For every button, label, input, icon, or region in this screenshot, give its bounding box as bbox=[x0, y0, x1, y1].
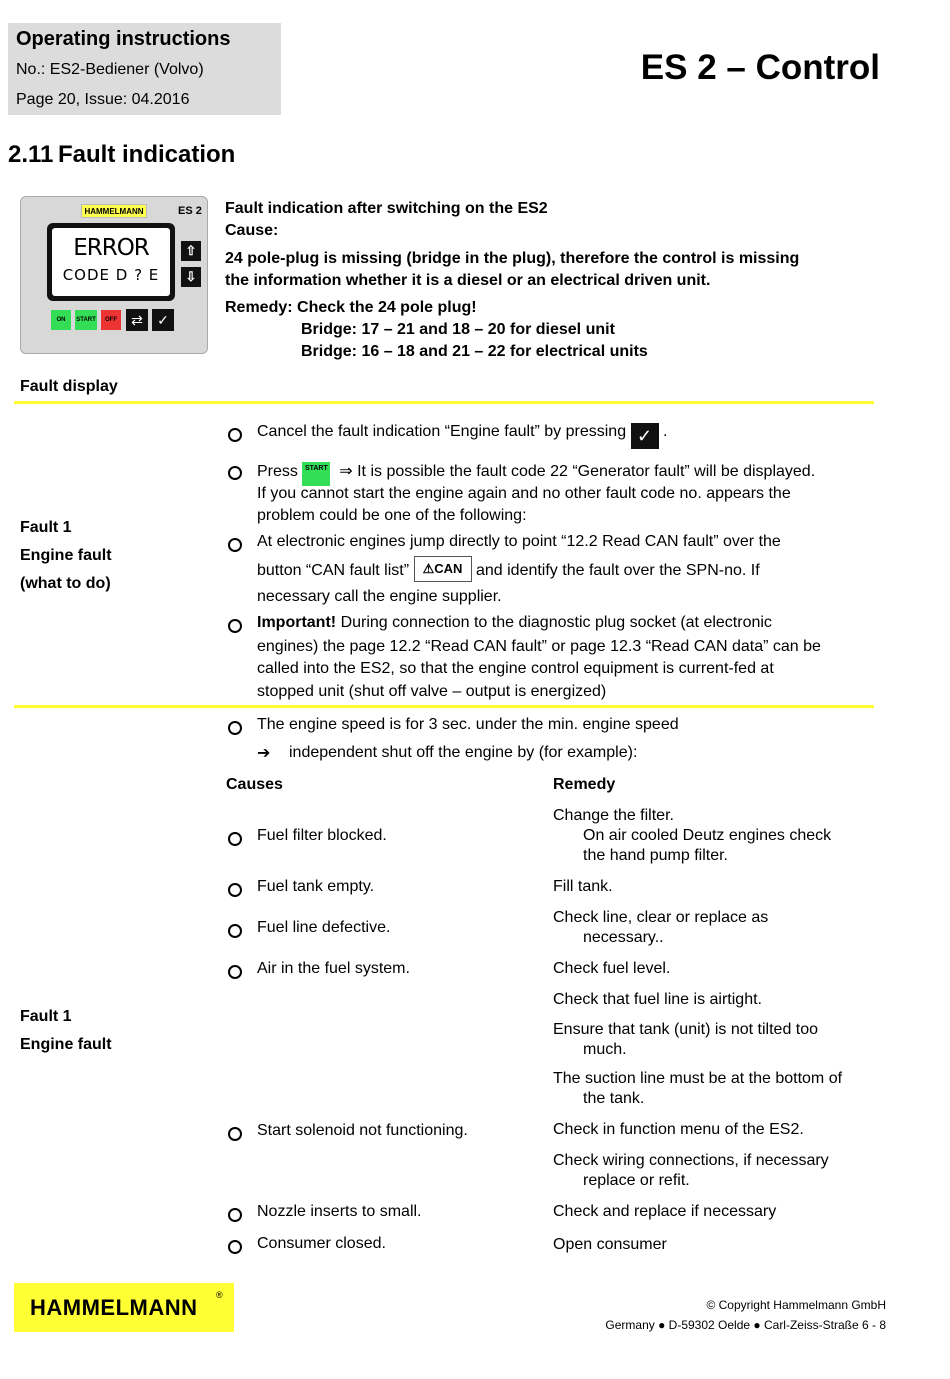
remedy-text: Remedy: Check the 24 pole plug! bbox=[225, 299, 477, 316]
bullet-text: called into the ES2, so that the engine control equipment is current-fed at bbox=[257, 660, 774, 677]
fault1-whattodo-label: (what to do) bbox=[20, 575, 111, 592]
remedy-item: much. bbox=[583, 1041, 627, 1058]
remedy-item: Check wiring connections, if necessary bbox=[553, 1152, 829, 1169]
es2-device-panel bbox=[20, 196, 208, 354]
bullet-text: At electronic engines jump directly to point “12.2 Read CAN fault” over the bbox=[257, 533, 781, 550]
start-button: START bbox=[75, 310, 97, 330]
bullet-text: Press bbox=[257, 463, 298, 480]
remedy-item: On air cooled Deutz engines check bbox=[583, 827, 832, 844]
doc-page-issue: Page 20, Issue: 04.2016 bbox=[16, 91, 190, 108]
remedy-item: the hand pump filter. bbox=[583, 847, 728, 864]
list-item bbox=[257, 423, 667, 449]
remedy-item: Check and replace if necessary bbox=[553, 1203, 777, 1220]
cause-text-1: 24 pole-plug is missing (bridge in the plug), therefore the control is missing bbox=[225, 250, 800, 267]
cause-item: Start solenoid not functioning. bbox=[257, 1122, 468, 1139]
off-button: OFF bbox=[101, 310, 121, 330]
remedy-item: Check fuel level. bbox=[553, 960, 671, 977]
section-number: 2.11 bbox=[8, 141, 54, 168]
check-icon: ✓ bbox=[631, 423, 659, 449]
bullet-text-line bbox=[257, 556, 760, 582]
bullet-text-end: . bbox=[663, 423, 668, 440]
remedy-header: Remedy bbox=[553, 776, 616, 793]
fault-display-label: Fault display bbox=[20, 378, 118, 395]
remedy-item: Fill tank. bbox=[553, 878, 613, 895]
cause-item: Consumer closed. bbox=[257, 1235, 386, 1252]
right-arrow-icon: ➔ bbox=[257, 745, 271, 762]
hammelmann-logo bbox=[14, 1283, 234, 1332]
cause-item: Nozzle inserts to small. bbox=[257, 1203, 422, 1220]
can-icon-label: CAN bbox=[434, 561, 463, 576]
section-title: Fault indication bbox=[58, 141, 236, 168]
list-item bbox=[257, 716, 679, 734]
bridge-electrical: Bridge: 16 – 18 and 21 – 22 for electrical units bbox=[301, 343, 648, 360]
check-icon: ✓ bbox=[152, 309, 174, 331]
remedy-item: Check that fuel line is airtight. bbox=[553, 991, 762, 1008]
bullet-text: necessary call the engine supplier. bbox=[257, 588, 502, 605]
remedy-item: necessary.. bbox=[583, 929, 664, 946]
cause-text-2: the information whether it is a diesel or an electrical driven unit. bbox=[225, 272, 711, 289]
divider bbox=[14, 705, 874, 708]
fault1-label: Fault 1 bbox=[20, 519, 72, 536]
logo-text: HAMMELMANN bbox=[30, 1295, 198, 1320]
registered-mark: ® bbox=[216, 1290, 223, 1300]
bullet-text: and identify the fault over the SPN-no. If bbox=[475, 562, 760, 579]
device-logo: HAMMELMANN bbox=[81, 204, 147, 218]
bullet-text: Cancel the fault indication “Engine fault” by pressing bbox=[257, 423, 627, 440]
on-button: ON bbox=[51, 310, 71, 330]
arrow-down-icon: ⇩ bbox=[181, 267, 201, 287]
fault1-sublabel: Engine fault bbox=[20, 1036, 112, 1053]
screen-line-1: ERROR bbox=[73, 235, 149, 261]
remedy-item: the tank. bbox=[583, 1090, 645, 1107]
doc-title: Operating instructions bbox=[16, 28, 231, 50]
implies-arrow-icon: ⇒ bbox=[339, 463, 353, 480]
can-warning-icon: ⚠CAN bbox=[414, 556, 472, 582]
copyright-text: © Copyright Hammelmann GmbH bbox=[706, 1298, 886, 1312]
divider bbox=[14, 401, 874, 404]
bullet-text: stopped unit (shut off valve – output is energized) bbox=[257, 683, 607, 700]
bridge-diesel: Bridge: 17 – 21 and 18 – 20 for diesel unit bbox=[301, 321, 615, 338]
remedy-item: Check line, clear or replace as bbox=[553, 909, 769, 926]
important-label: Important! bbox=[257, 614, 337, 631]
cause-item: Air in the fuel system. bbox=[257, 960, 410, 977]
fault1-label: Fault 1 bbox=[20, 1008, 72, 1025]
remedy-item: The suction line must be at the bottom of bbox=[553, 1070, 843, 1087]
intro-text: independent shut off the engine by (for example): bbox=[289, 744, 638, 761]
arrow-up-icon: ⇧ bbox=[181, 241, 201, 261]
causes-header: Causes bbox=[226, 776, 283, 793]
cause-item: Fuel tank empty. bbox=[257, 878, 375, 895]
product-title: ES 2 – Control bbox=[640, 48, 880, 87]
address-text: Germany ● D-59302 Oelde ● Carl-Zeiss-Straße 6 - 8 bbox=[605, 1318, 886, 1332]
bullet-text: button “CAN fault list” bbox=[257, 562, 410, 579]
list-item bbox=[257, 614, 772, 632]
fault1-sublabel: Engine fault bbox=[20, 547, 112, 564]
start-button-icon: START bbox=[302, 462, 330, 486]
screen-line-2: CODE D ? E bbox=[62, 266, 160, 284]
list-item bbox=[257, 533, 781, 551]
cause-item: Fuel line defective. bbox=[257, 919, 391, 936]
remedy-item: Change the filter. bbox=[553, 807, 674, 824]
doc-number: No.: ES2-Bediener (Volvo) bbox=[16, 61, 204, 78]
remedy-item: Check in function menu of the ES2. bbox=[553, 1121, 804, 1138]
bullet-text: problem could be one of the following: bbox=[257, 507, 527, 524]
remedy-item: Ensure that tank (unit) is not tilted too bbox=[553, 1021, 819, 1038]
device-model: ES 2 bbox=[178, 205, 202, 217]
bullet-text: If you cannot start the engine again and no other fault code no. appears the bbox=[257, 485, 791, 502]
cause-item: Fuel filter blocked. bbox=[257, 827, 387, 844]
device-screen bbox=[47, 223, 175, 301]
bullet-text: engines) the page 12.2 “Read CAN fault” or page 12.3 “Read CAN data” can be bbox=[257, 638, 821, 655]
bullet-text: The engine speed is for 3 sec. under the min. engine speed bbox=[257, 716, 679, 733]
swap-icon: ⇄ bbox=[126, 309, 148, 331]
fault-display-heading: Fault indication after switching on the ES2 bbox=[225, 200, 548, 217]
bullet-text: During connection to the diagnostic plug socket (at electronic bbox=[340, 614, 772, 631]
remedy-item: replace or refit. bbox=[583, 1172, 690, 1189]
cause-label: Cause: bbox=[225, 222, 279, 239]
remedy-item: Open consumer bbox=[553, 1236, 667, 1253]
bullet-text: It is possible the fault code 22 “Generator fault” will be displayed. bbox=[357, 463, 816, 480]
